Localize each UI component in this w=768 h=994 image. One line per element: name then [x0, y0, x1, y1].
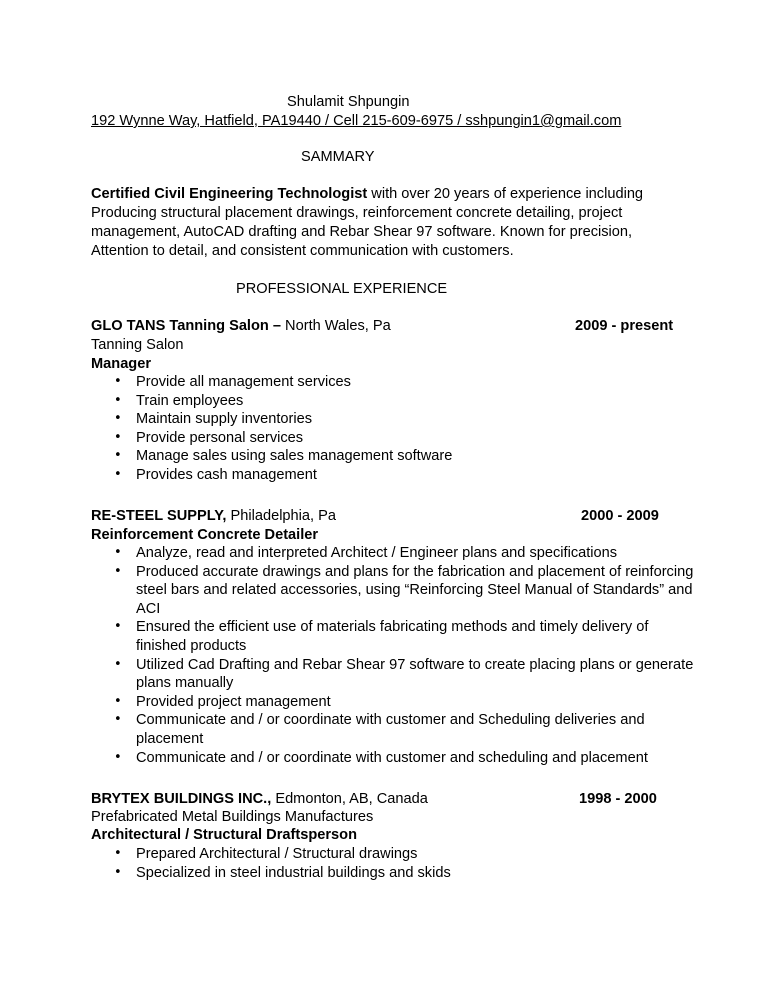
list-item: • Provide personal services — [0, 429, 696, 448]
list-item: • Provided project management — [0, 693, 696, 712]
summary-lead: Certified Civil Engineering Technologist — [91, 186, 368, 202]
job-1-dates: 2009 - present — [575, 318, 674, 334]
experience-heading: PROFESSIONAL EXPERIENCE — [236, 281, 448, 297]
job-3-title: Architectural / Structural Draftsperson — [91, 827, 357, 843]
list-item: • Specialized in steel industrial buildings and skids — [0, 864, 696, 883]
job-3-location: Edmonton, AB, Canada — [271, 791, 428, 807]
summary-line-3: management, AutoCAD drafting and Rebar Shear 97 software. Known for precision, — [91, 224, 633, 240]
job-1-subtitle: Tanning Salon — [91, 337, 184, 353]
job-1-header — [91, 317, 391, 336]
job-2-dates: 2000 - 2009 — [581, 508, 659, 524]
list-item: • Analyze, read and interpreted Architect / Engineer plans and specifications — [0, 544, 696, 563]
summary-line-1-rest: with over 20 years of experience including — [367, 186, 644, 202]
list-item: • Communicate and / or coordinate with customer and scheduling and placement — [0, 749, 696, 768]
job-3-bullets — [0, 845, 696, 882]
job-2-location: Philadelphia, Pa — [226, 508, 336, 524]
job-2-header — [91, 507, 336, 526]
list-item: • Produced accurate drawings and plans for the fabrication and placement of reinforcing steel bars and related accessories, using “Reinforcing Steel Manual of Standards” and ACI — [0, 563, 696, 619]
job-3-company: BRYTEX BUILDINGS INC., — [91, 791, 272, 807]
job-3-header — [91, 790, 428, 809]
list-item: • Maintain supply inventories — [0, 410, 696, 429]
job-2-bullets — [0, 544, 696, 767]
list-item: • Prepared Architectural / Structural drawings — [0, 845, 696, 864]
applicant-name: Shulamit Shpungin — [287, 94, 410, 110]
list-item: • Manage sales using sales management software — [0, 447, 696, 466]
summary-heading: SAMMARY — [301, 149, 375, 165]
job-2-title: Reinforcement Concrete Detailer — [91, 527, 319, 543]
summary-line-4: Attention to detail, and consistent communication with customers. — [91, 243, 514, 259]
list-item: • Provide all management services — [0, 373, 696, 392]
summary-line-2: Producing structural placement drawings, reinforcement concrete detailing, project — [91, 205, 623, 221]
job-3-dates: 1998 - 2000 — [579, 791, 657, 807]
list-item: • Train employees — [0, 392, 696, 411]
list-item: • Ensured the efficient use of materials fabricating methods and timely delivery of finished products — [0, 618, 696, 655]
list-item: • Provides cash management — [0, 466, 696, 485]
job-1-title: Manager — [91, 356, 152, 372]
job-1-location: North Wales, Pa — [281, 318, 391, 334]
job-2-company: RE-STEEL SUPPLY, — [91, 508, 227, 524]
summary-line-1 — [91, 185, 643, 204]
job-1-bullets — [0, 373, 696, 485]
list-item: • Communicate and / or coordinate with customer and Scheduling deliveries and placement — [0, 711, 696, 748]
job-1-company: GLO TANS Tanning Salon – — [91, 318, 281, 334]
list-item: • Utilized Cad Drafting and Rebar Shear 97 software to create placing plans or generate plans manually — [0, 656, 696, 693]
contact-line: 192 Wynne Way, Hatfield, PA19440 / Cell 215-609-6975 / sshpungin1@gmail.com — [91, 113, 622, 129]
job-3-subtitle: Prefabricated Metal Buildings Manufactures — [91, 809, 374, 825]
